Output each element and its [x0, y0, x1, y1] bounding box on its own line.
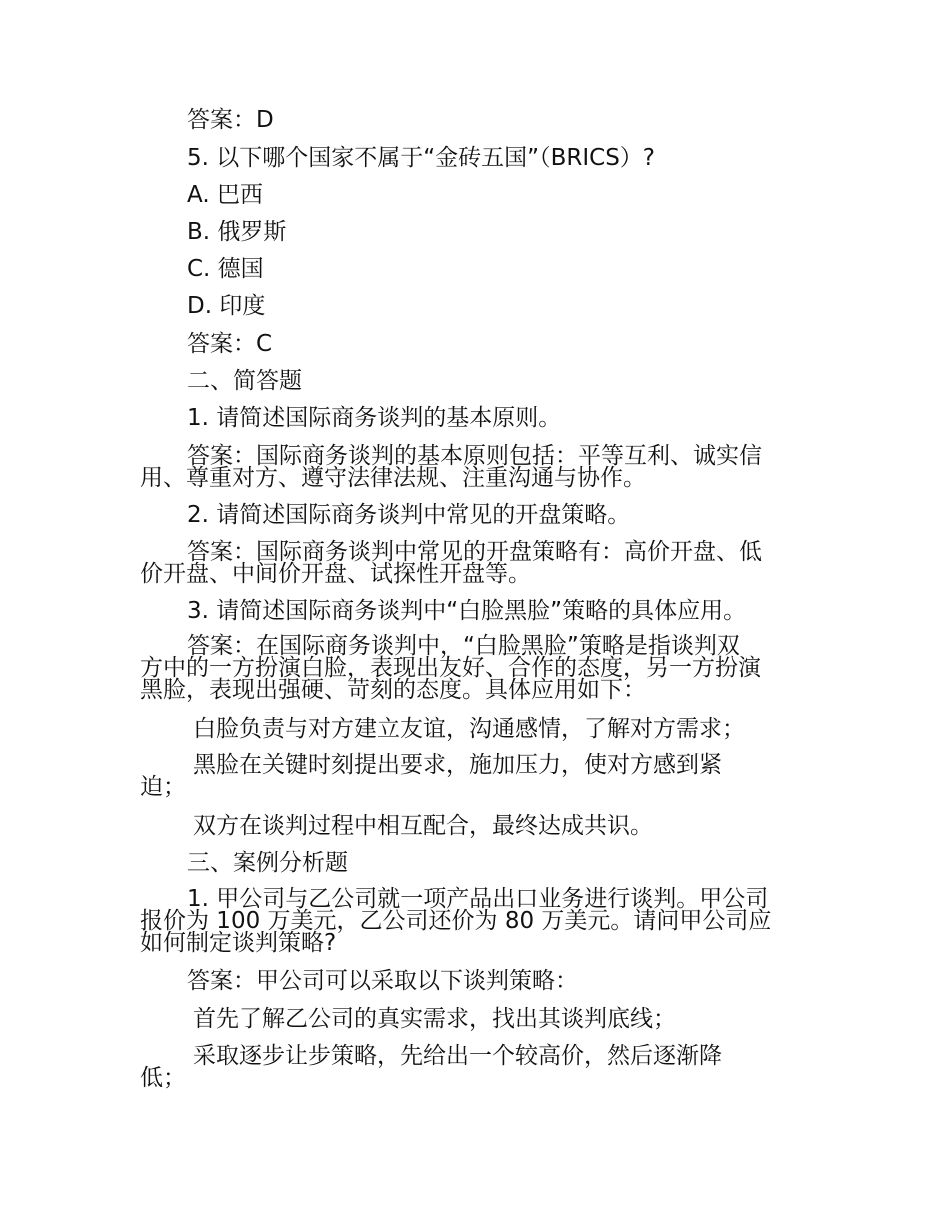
question-line: 2. 请简述国际商务谈判中常见的开盘策略。: [187, 502, 631, 528]
answer-line: 答案：国际商务谈判的基本原则包括：平等互利、诚实信: [187, 443, 762, 469]
answer-line: 答案：C: [187, 331, 273, 357]
section-heading: 二、简答题: [187, 368, 302, 394]
list-item: 低；: [140, 1065, 186, 1091]
option-line: C. 德国: [187, 256, 264, 282]
list-item: 迫；: [140, 774, 186, 800]
option-line: A. 巴西: [187, 182, 263, 208]
section-heading: 三、案例分析题: [187, 850, 348, 876]
answer-line: 答案：甲公司可以采取以下谈判策略：: [187, 968, 578, 994]
question-line: 1. 请简述国际商务谈判的基本原则。: [187, 405, 562, 431]
list-item: 黑脸在关键时刻提出要求，施加压力，使对方感到紧: [193, 752, 722, 778]
question-line: 5. 以下哪个国家不属于“金砖五国”（BRICS）?: [187, 145, 655, 171]
answer-line: 方中的一方扮演白脸，表现出友好、合作的态度，另一方扮演: [140, 655, 761, 681]
list-item: 双方在谈判过程中相互配合，最终达成共识。: [193, 813, 653, 839]
list-item: 白脸负责与对方建立友谊，沟通感情，了解对方需求；: [193, 716, 745, 742]
answer-line: 答案：国际商务谈判中常见的开盘策略有：高价开盘、低: [187, 539, 762, 565]
answer-line: 用、尊重对方、遵守法律法规、注重沟通与协作。: [140, 465, 646, 491]
answer-line: 黑脸，表现出强硬、苛刻的态度。具体应用如下：: [140, 677, 646, 703]
answer-line: 答案：在国际商务谈判中，“白脸黑脸”策略是指谈判双: [187, 633, 740, 659]
answer-line: 答案：D: [187, 107, 274, 133]
option-line: D. 印度: [187, 293, 266, 319]
question-line: 3. 请简述国际商务谈判中“白脸黑脸”策略的具体应用。: [187, 598, 747, 624]
option-line: B. 俄罗斯: [187, 219, 287, 245]
list-item: 采取逐步让步策略，先给出一个较高价，然后逐渐降: [193, 1043, 722, 1069]
list-item: 首先了解乙公司的真实需求，找出其谈判底线；: [193, 1006, 676, 1032]
question-line: 如何制定谈判策略?: [140, 930, 337, 956]
question-line: 报价为 100 万美元，乙公司还价为 80 万美元。请问甲公司应: [140, 908, 772, 934]
question-line: 1. 甲公司与乙公司就一项产品出口业务进行谈判。甲公司: [187, 886, 769, 912]
answer-line: 价开盘、中间价开盘、试探性开盘等。: [140, 561, 531, 587]
